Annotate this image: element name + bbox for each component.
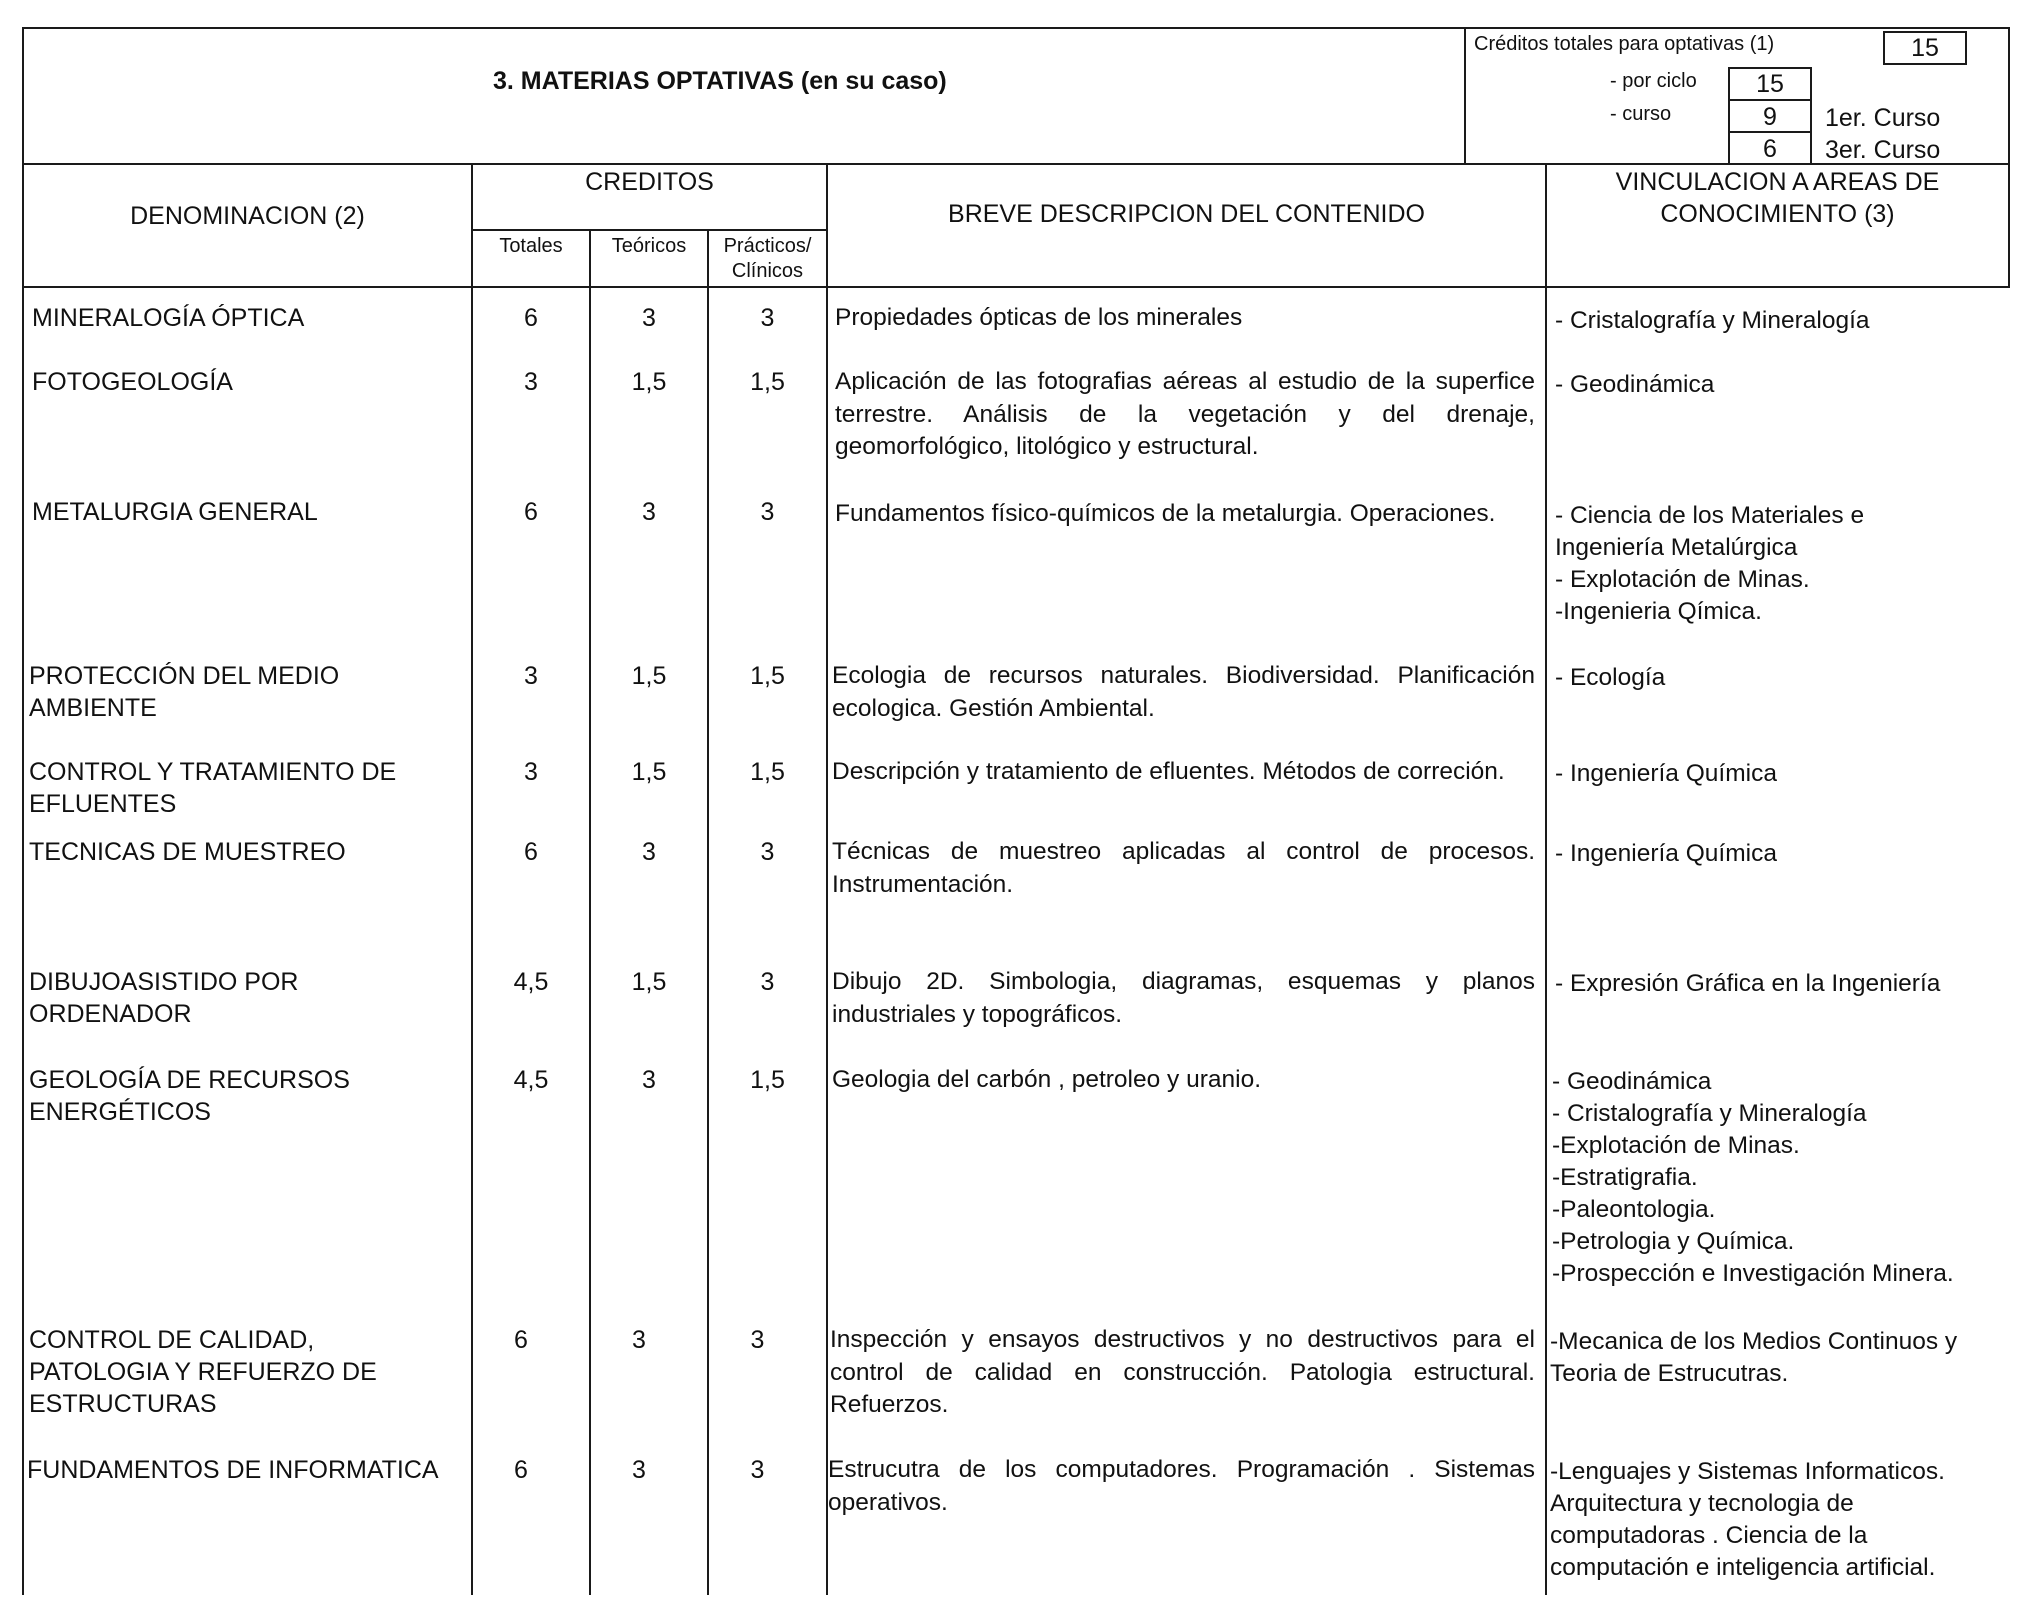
col-sep-practicos — [707, 229, 709, 1595]
credits-total-label: Créditos totales para optativas (1) — [1474, 33, 1775, 55]
credits-total-box — [1883, 31, 1967, 65]
row-name: ORDENADOR — [29, 1000, 192, 1028]
row-area: -Ingenieria Qímica. — [1555, 598, 1762, 625]
row-practicos: 3 — [760, 304, 775, 332]
row-practicos: 1,5 — [750, 368, 785, 396]
row-totales: 4,5 — [513, 1066, 549, 1094]
row-practicos: 3 — [750, 1456, 765, 1484]
col-sep-descripcion — [826, 163, 828, 1595]
row-teoricos: 3 — [642, 1066, 656, 1094]
row-name: PROTECCIÓN DEL MEDIO — [29, 662, 340, 690]
row-teoricos: 1,5 — [631, 368, 667, 396]
row-description: Ecologia de recursos naturales. Biodiversidad. Planificación ecologica. Gestión Ambiental. — [832, 662, 1535, 722]
row-area: - Expresión Gráfica en la Ingeniería — [1555, 970, 1941, 997]
curso-1-value: 9 — [1763, 103, 1777, 131]
row-name: FUNDAMENTOS DE INFORMATICA — [27, 1456, 439, 1484]
header-divider — [22, 163, 2010, 165]
row-practicos: 1,5 — [750, 758, 785, 786]
row-name: AMBIENTE — [29, 694, 157, 722]
row-area: -Lenguajes y Sistemas Informaticos. — [1550, 1458, 1945, 1485]
row-totales: 6 — [514, 1456, 528, 1484]
row-name: GEOLOGÍA DE RECURSOS — [29, 1066, 350, 1094]
row-teoricos: 3 — [632, 1456, 646, 1484]
section-title: 3. MATERIAS OPTATIVAS (en su caso) — [493, 67, 947, 95]
row-teoricos: 3 — [642, 304, 656, 332]
row-name: FOTOGEOLOGÍA — [32, 368, 233, 396]
row-area: - Cristalografía y Mineralogía — [1555, 307, 1870, 334]
row-practicos: 3 — [760, 498, 775, 526]
row-area: -Petrologia y Química. — [1552, 1228, 1795, 1255]
row-area: - Explotación de Minas. — [1555, 566, 1810, 593]
row-totales: 6 — [524, 304, 538, 332]
por-ciclo-value: 15 — [1756, 70, 1784, 98]
por-ciclo-label: - por ciclo — [1610, 70, 1697, 92]
row-totales: 3 — [524, 368, 538, 396]
row-area: -Mecanica de los Medios Continuos y — [1550, 1328, 1958, 1355]
row-totales: 3 — [524, 662, 538, 690]
row-description: Técnicas de muestreo aplicadas al control de procesos. Instrumentación. — [832, 838, 1535, 898]
row-name: CONTROL Y TRATAMIENTO DE — [29, 758, 397, 786]
row-totales: 6 — [524, 498, 538, 526]
column-header-bottom — [22, 286, 2010, 288]
row-area: - Geodinámica — [1552, 1068, 1712, 1095]
header-practicos-1: Prácticos/ — [723, 235, 812, 257]
row-name: MINERALOGÍA ÓPTICA — [32, 304, 305, 332]
row-teoricos: 1,5 — [631, 968, 667, 996]
row-practicos: 3 — [760, 968, 775, 996]
row-name: METALURGIA GENERAL — [32, 498, 318, 526]
col-sep-vinculacion — [1545, 163, 1547, 1595]
row-area: -Estratigrafia. — [1552, 1164, 1698, 1191]
header-practicos-2: Clínicos — [731, 260, 804, 282]
row-name: ENERGÉTICOS — [29, 1098, 211, 1126]
row-area: Ingeniería Metalúrgica — [1555, 534, 1798, 561]
row-description: Inspección y ensayos destructivos y no destructivos para el control de calidad en construcción. Patologia estructural. Refuerzos. — [830, 1326, 1535, 1418]
row-practicos: 1,5 — [750, 662, 785, 690]
row-area: -Prospección e Investigación Minera. — [1552, 1260, 1954, 1287]
row-area: - Geodinámica — [1555, 371, 1715, 398]
top-border — [22, 27, 2010, 29]
row-area: - Cristalografía y Mineralogía — [1552, 1100, 1867, 1127]
row-totales: 3 — [524, 758, 538, 786]
row-totales: 6 — [524, 838, 538, 866]
row-area: -Explotación de Minas. — [1552, 1132, 1800, 1159]
header-totales: Totales — [499, 235, 563, 257]
row-practicos: 1,5 — [750, 1066, 785, 1094]
header-creditos: CREDITOS — [585, 168, 714, 196]
row-teoricos: 3 — [642, 838, 656, 866]
row-name: DIBUJOASISTIDO POR — [29, 968, 299, 996]
row-name: CONTROL DE CALIDAD, — [29, 1326, 315, 1354]
row-area: computación e inteligencia artificial. — [1550, 1554, 1936, 1581]
row-name: EFLUENTES — [29, 790, 177, 818]
row-teoricos: 1,5 — [631, 758, 667, 786]
row-description: Aplicación de las fotografias aéreas al estudio de la superfice terrestre. Análisis de la vegetación y del drenaje, geomorfológico, litológico y estructural. — [835, 368, 1535, 460]
title-credits-divider — [1464, 27, 1466, 165]
curso-2-value: 6 — [1763, 135, 1777, 163]
row-teoricos: 3 — [632, 1326, 646, 1354]
creditos-subheader-line — [472, 229, 828, 231]
row-area: - Ingeniería Química — [1555, 840, 1777, 867]
row-name: PATOLOGIA Y REFUERZO DE — [29, 1358, 377, 1386]
header-teoricos: Teóricos — [611, 235, 687, 257]
row-description: Geologia del carbón , petroleo y uranio. — [832, 1066, 1262, 1093]
header-descripcion: BREVE DESCRIPCION DEL CONTENIDO — [948, 200, 1425, 228]
row-description: Dibujo 2D. Simbologia, diagramas, esquemas y planos industriales y topográficos. — [832, 968, 1535, 1028]
row-totales: 4,5 — [513, 968, 549, 996]
row-description: Descripción y tratamiento de efluentes. Métodos de correción. — [832, 758, 1505, 785]
row-area: - Ingeniería Química — [1555, 760, 1777, 787]
col-sep-teoricos — [589, 229, 591, 1595]
row-practicos: 3 — [750, 1326, 765, 1354]
right-border — [2008, 27, 2010, 288]
row-name: TECNICAS DE MUESTREO — [29, 838, 346, 866]
row-description: Propiedades ópticas de los minerales — [835, 304, 1243, 331]
row-practicos: 3 — [760, 838, 775, 866]
row-totales: 6 — [514, 1326, 528, 1354]
row-area: - Ecología — [1555, 664, 1666, 691]
row-area: - Ciencia de los Materiales e — [1555, 502, 1865, 529]
left-border — [22, 27, 24, 1595]
credits-total-value: 15 — [1911, 34, 1939, 62]
row-area: Arquitectura y tecnologia de — [1550, 1490, 1854, 1517]
row-area: -Paleontologia. — [1552, 1196, 1716, 1223]
header-vinculacion-2: CONOCIMIENTO (3) — [1660, 200, 1895, 228]
curso-label: - curso — [1610, 103, 1672, 125]
row-name: ESTRUCTURAS — [29, 1390, 217, 1418]
header-vinculacion-1: VINCULACION A AREAS DE — [1615, 168, 1940, 196]
row-description: Estrucutra de los computadores. Programación . Sistemas operativos. — [828, 1456, 1535, 1516]
row-teoricos: 3 — [642, 498, 656, 526]
row-teoricos: 1,5 — [631, 662, 667, 690]
row-area: computadoras . Ciencia de la — [1550, 1522, 1868, 1549]
row-description: Fundamentos físico-químicos de la metalurgia. Operaciones. — [835, 500, 1496, 527]
por-ciclo-box — [1728, 67, 1812, 101]
curso-2-label: 3er. Curso — [1825, 136, 1941, 164]
row-area: Teoria de Estrucutras. — [1550, 1360, 1789, 1387]
curso-1-label: 1er. Curso — [1825, 104, 1941, 132]
header-denominacion: DENOMINACION (2) — [130, 202, 365, 230]
